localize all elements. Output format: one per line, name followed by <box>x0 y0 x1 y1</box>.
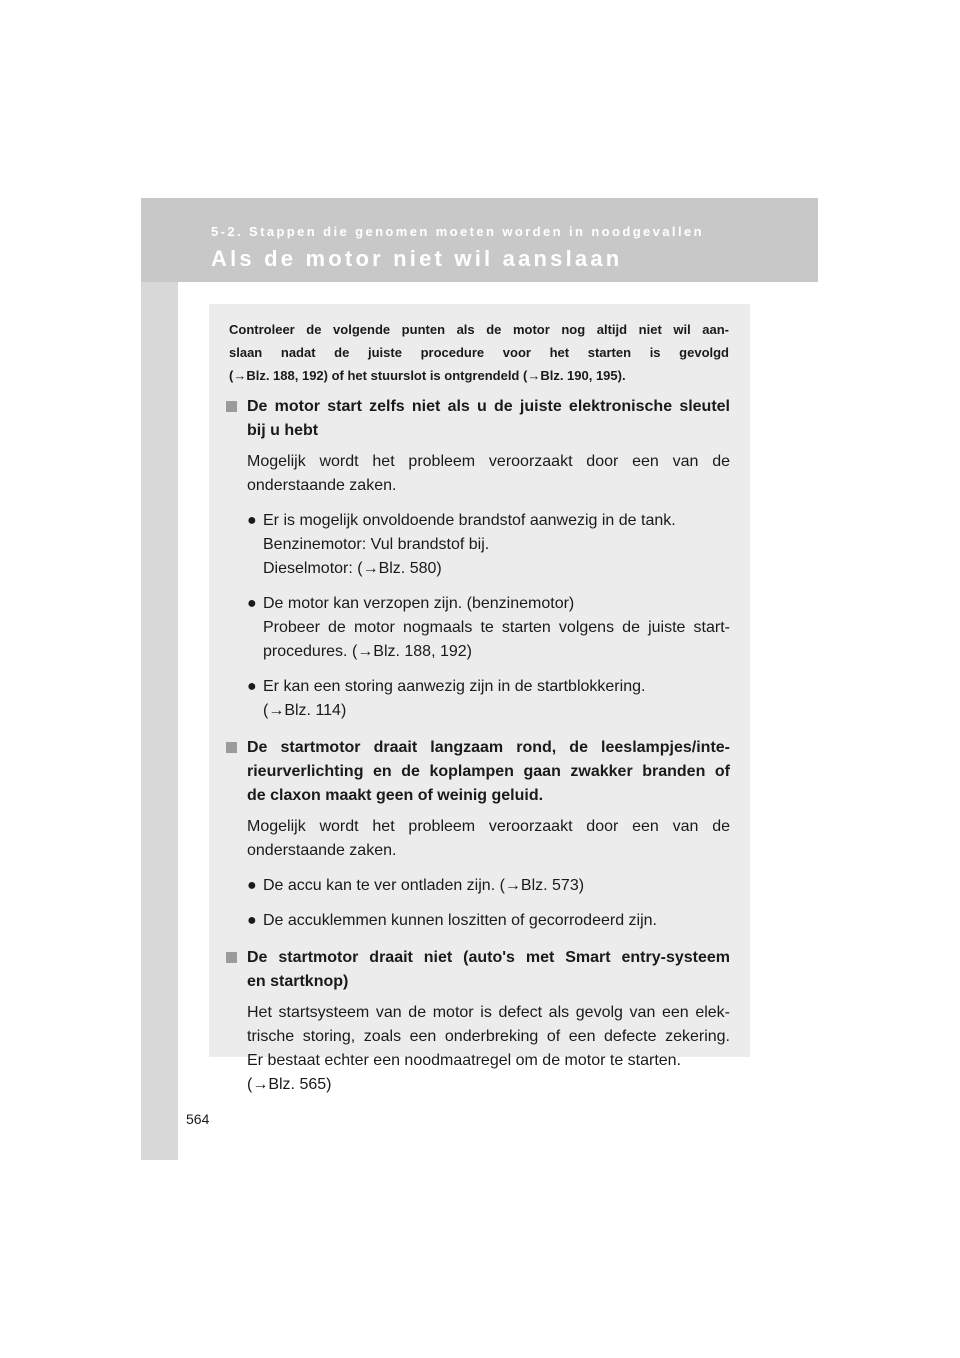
desc-line: onderstaande zaken. <box>247 477 397 494</box>
section-description <box>225 815 730 863</box>
bullet-line: Er kan een storing aanwezig zijn in de startblokkering. <box>263 678 646 695</box>
section-title <box>225 395 730 443</box>
bullet-line: (→Blz. 114) <box>263 702 347 719</box>
round-bullet-icon: ● <box>247 595 257 612</box>
desc-line: (→Blz. 565) <box>247 1076 332 1093</box>
section-title <box>225 736 730 808</box>
bullet-line: Er is mogelijk onvoldoende brandstof aanwezig in de tank. <box>263 512 676 529</box>
bullet-line: Probeer de motor nogmaals te starten volgens de juiste start- <box>263 619 730 636</box>
bullet-line: procedures. (→Blz. 188, 192) <box>263 643 472 660</box>
page-title: Als de motor niet wil aanslaan <box>211 246 623 271</box>
section-description <box>225 450 730 498</box>
desc-line: Het startsysteem van de motor is defect als gevolg van een elek- <box>247 1004 730 1021</box>
title-line: bij u hebt <box>247 422 319 439</box>
round-bullet-icon: ● <box>247 912 257 929</box>
bullet-item <box>225 874 730 898</box>
bullet-line: De motor kan verzopen zijn. (benzinemotor) <box>263 595 575 612</box>
page-number: 564 <box>186 1111 210 1127</box>
desc-line: trische storing, zoals een onderbreking of een defecte zekering. <box>247 1028 730 1045</box>
desc-line: Er bestaat echter een noodmaatregel om de motor te starten. <box>247 1052 682 1069</box>
title-line: De motor start zelfs niet als u de juiste elektronische sleutel <box>247 398 730 415</box>
bullet-item <box>225 592 730 664</box>
title-line: de claxon maakt geen of weinig geluid. <box>247 787 544 804</box>
intro-line: slaan nadat de juiste procedure voor het starten is gevolgd <box>229 345 729 360</box>
desc-line: Mogelijk wordt het probleem veroorzaakt door een van de <box>247 453 730 470</box>
page-side-band <box>141 198 178 1160</box>
section-header <box>141 198 818 282</box>
title-line: De startmotor draait langzaam rond, de leeslampjes/inte- <box>247 739 730 756</box>
round-bullet-icon: ● <box>247 678 257 695</box>
desc-line: Mogelijk wordt het probleem veroorzaakt door een van de <box>247 818 730 835</box>
title-line: en startknop) <box>247 973 349 990</box>
title-line: De startmotor draait niet (auto's met Smart entry-systeem <box>247 949 730 966</box>
desc-line: onderstaande zaken. <box>247 842 397 859</box>
square-bullet-icon <box>226 952 237 963</box>
section-engine-no-start <box>225 395 730 723</box>
intro-paragraph <box>229 318 729 387</box>
round-bullet-icon: ● <box>247 877 257 894</box>
intro-line: (→Blz. 188, 192) of het stuurslot is ontgrendeld (→Blz. 190, 195). <box>229 368 626 383</box>
content-box <box>209 304 750 1093</box>
square-bullet-icon <box>226 401 237 412</box>
section-slow-starter <box>225 736 730 933</box>
round-bullet-icon: ● <box>247 512 257 529</box>
section-label: 5-2. Stappen die genomen moeten worden in noodgevallen <box>211 224 704 239</box>
bullet-line: Dieselmotor: (→Blz. 580) <box>263 560 442 577</box>
intro-line: Controleer de volgende punten als de motor nog altijd niet wil aan- <box>229 322 729 337</box>
section-title <box>225 946 730 994</box>
bullet-item <box>225 675 730 723</box>
bullet-item <box>225 509 730 581</box>
square-bullet-icon <box>226 742 237 753</box>
sections <box>225 395 730 1110</box>
title-line: rieurverlichting en de koplampen gaan zwakker branden of <box>247 763 730 780</box>
section-starter-not-turning <box>225 946 730 1097</box>
bullet-line: De accu kan te ver ontladen zijn. (→Blz. 573) <box>263 877 585 894</box>
bullet-line: Benzinemotor: Vul brandstof bij. <box>263 536 490 553</box>
bullet-line: De accuklemmen kunnen loszitten of gecorrodeerd zijn. <box>263 912 657 929</box>
bullet-item <box>225 909 730 933</box>
section-description <box>225 1001 730 1097</box>
